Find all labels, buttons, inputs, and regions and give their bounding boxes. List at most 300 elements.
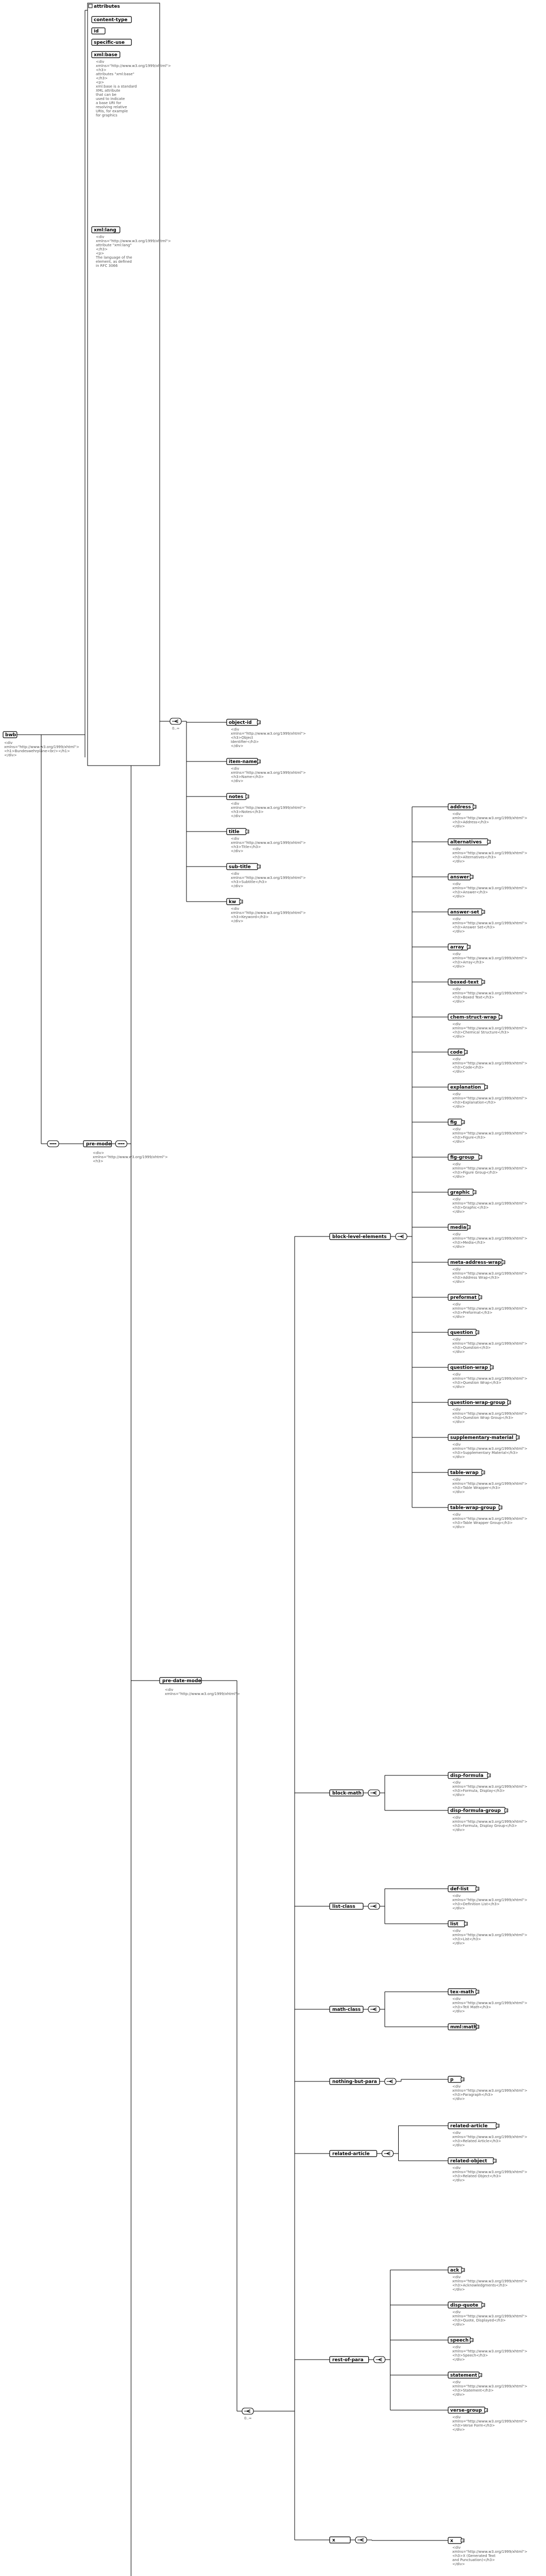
group-block-media-doc-line: <div xyxy=(452,1232,461,1236)
metadata-item-name-doc-line: <h3>Name</h3> xyxy=(231,775,264,779)
metadata-kw-doc-line: <h3>Keyword</h3> xyxy=(231,915,269,919)
main-sequence-glyph xyxy=(53,1143,54,1144)
metadata-kw-doc-line: <div xyxy=(231,907,240,911)
group-block-meta-address-wrap-doc-line: xmlns="http://www.w3.org/1999/xhtml"> xyxy=(452,1272,527,1276)
group-block-fig-group-plus: + xyxy=(479,1155,483,1160)
group-block-table-wrap-doc-line: <h3>Table Wrapper</h3> xyxy=(452,1486,501,1490)
group-block-answer-doc-line: xmlns="http://www.w3.org/1999/xhtml"> xyxy=(452,886,527,890)
group-related-related-object-label: related-object xyxy=(450,2159,487,2164)
group-block-alternatives-doc-line: <h3>Alternatives</h3> xyxy=(452,855,497,859)
metadata-sub-title-doc-line: xmlns="http://www.w3.org/1999/xhtml"> xyxy=(231,876,306,880)
metadata-kw-doc-line: xmlns="http://www.w3.org/1999/xhtml"> xyxy=(231,911,306,915)
group-block-code-doc-line: </div> xyxy=(452,1070,465,1074)
group-x-x-doc-line: xmlns="http://www.w3.org/1999/xhtml"> xyxy=(452,2550,527,2554)
group-block-fig-doc-line: </div> xyxy=(452,1140,465,1144)
group-para-p-doc-line: xmlns="http://www.w3.org/1999/xhtml"> xyxy=(452,2089,527,2093)
group-rest-verse-group-doc-line: <h3>Verse Form</h3> xyxy=(452,2424,495,2428)
group-block-table-wrap-doc-line: xmlns="http://www.w3.org/1999/xhtml"> xyxy=(452,1482,527,1486)
diagram-nodes xyxy=(3,3,527,2576)
group-block-alternatives-doc-line: </div> xyxy=(452,859,465,863)
group-related-related-object-plus: + xyxy=(493,2159,497,2163)
group-block-graphic-doc-line: <h3>Graphic</h3> xyxy=(452,1206,489,1210)
metadata-title-doc-line: </div> xyxy=(231,849,244,853)
group-rest-ack-doc-line: xmlns="http://www.w3.org/1999/xhtml"> xyxy=(452,2279,527,2283)
pre-mode-sequence-glyph xyxy=(121,1143,122,1144)
group-related-related-article-doc-line: <h3>Related Article</h3> xyxy=(452,2139,501,2143)
group-rest-speech-doc-line: </div> xyxy=(452,2358,465,2362)
metadata-object-id-doc-line: xmlns="http://www.w3.org/1999/xhtml"> xyxy=(231,732,306,736)
metadata-title-plus: + xyxy=(246,829,250,834)
group-block-array-doc-line: xmlns="http://www.w3.org/1999/xhtml"> xyxy=(452,956,527,960)
group-rest-speech-doc-line: <h3>Speech</h3> xyxy=(452,2353,488,2358)
metadata-item-name-plus: + xyxy=(258,759,261,764)
group-para-p-doc-line: <h3>Paragraph</h3> xyxy=(452,2093,493,2097)
content-multiplicity: 0..∞ xyxy=(244,2416,252,2420)
group-block-code-doc-line: xmlns="http://www.w3.org/1999/xhtml"> xyxy=(452,1061,527,1065)
group-block-graphic-doc-line: xmlns="http://www.w3.org/1999/xhtml"> xyxy=(452,1201,527,1206)
group-list-def-list-plus: + xyxy=(476,1887,480,1891)
group-mathml-mml-math-plus: + xyxy=(476,2025,480,2029)
group-rest-verse-group-plus: + xyxy=(485,2408,488,2413)
group-block-explanation-doc-line: xmlns="http://www.w3.org/1999/xhtml"> xyxy=(452,1096,527,1100)
group-related-related-article-plus: + xyxy=(497,2124,500,2128)
group-rest-statement-doc-line: <h3>Statement</h3> xyxy=(452,2388,494,2393)
group-block-meta-address-wrap-plus: + xyxy=(502,1260,506,1265)
attr-xml-base-doc-line: <div xyxy=(96,60,105,64)
group-block-answer-doc-line: <h3>Answer</h3> xyxy=(452,890,488,894)
group-mathml-tex-math-doc-line: <div xyxy=(452,1997,461,2001)
group-rest-disp-quote-doc-line: xmlns="http://www.w3.org/1999/xhtml"> xyxy=(452,2314,527,2318)
group-block-preformat-doc-line: <h3>Preformat</h3> xyxy=(452,1311,493,1315)
group-block-address-doc-line: <div xyxy=(452,812,461,816)
group-list-list-plus: + xyxy=(465,1922,468,1926)
group-block-meta-address-wrap-doc-line: </div> xyxy=(452,1280,465,1284)
metadata-object-id-doc-line: Identifier</h3> xyxy=(231,740,259,744)
attr-xml-base-doc-line: for graphics xyxy=(96,113,117,117)
attr-xml-base-doc-line: </h3> xyxy=(96,76,108,80)
metadata-notes-doc-line: xmlns="http://www.w3.org/1999/xhtml"> xyxy=(231,806,306,810)
group-block-graphic-label: graphic xyxy=(450,1190,470,1195)
group-block-address-doc-line: <h3>Address</h3> xyxy=(452,820,489,824)
group-block-preformat-label: preformat xyxy=(450,1295,477,1300)
group-block-question-wrap-plus: + xyxy=(491,1365,494,1370)
group-pre-date-mode-label: pre-date-mode xyxy=(162,1679,201,1684)
attr-xml-lang-doc-line: <p> xyxy=(96,251,105,256)
group-block-question-wrap-doc-line: <div xyxy=(452,1372,461,1377)
group-pre-mode-doc-line: <div> xyxy=(93,1151,105,1155)
attr-xml-base-doc-line: xml:base is a standard xyxy=(96,84,137,89)
group-block-preformat-plus: + xyxy=(479,1295,483,1300)
metadata-sub-title-label: sub-title xyxy=(229,865,251,870)
group-block-question-wrap-doc-line: </div> xyxy=(452,1385,465,1389)
group-rest-ack-label: ack xyxy=(450,2268,459,2273)
group-block-code-doc-line: <div xyxy=(452,1057,461,1061)
attr-xml-lang-doc-line: in RFC 3066 xyxy=(96,264,118,268)
group-block-fig-group-label: fig-group xyxy=(450,1155,474,1160)
attributes-frame xyxy=(88,3,160,766)
group-block-question-label: question xyxy=(450,1330,473,1335)
group-rest-statement-doc-line: xmlns="http://www.w3.org/1999/xhtml"> xyxy=(452,2384,527,2388)
group-rest-label: rest-of-para xyxy=(332,2358,364,2363)
group-rest-disp-quote-plus: + xyxy=(482,2303,486,2308)
metadata-title-label: title xyxy=(229,829,240,835)
group-block-fig-group-doc-line: <h3>Figure Group</h3> xyxy=(452,1171,498,1175)
group-list-def-list-doc-line: xmlns="http://www.w3.org/1999/xhtml"> xyxy=(452,1898,527,1902)
attr-xml-lang-doc-line: element, as defined xyxy=(96,260,132,264)
attr-xml-base-doc-line: that can be xyxy=(96,93,116,97)
group-block-chem-struct-wrap-plus: + xyxy=(500,1015,503,1020)
group-math-disp-formula-label: disp-formula xyxy=(450,1773,484,1778)
group-block-supplementary-material-doc-line: <h3>Supplementary Material</h3> xyxy=(452,1451,518,1455)
group-related-related-article-label: related-article xyxy=(450,2124,488,2129)
attr-xml-lang-doc-line: xmlns="http://www.w3.org/1999/xhtml"> xyxy=(96,239,171,243)
metadata-item-name-label: item-name xyxy=(229,759,257,765)
group-block-fig-group-doc-line: xmlns="http://www.w3.org/1999/xhtml"> xyxy=(452,1166,527,1171)
group-block-answer-label: answer xyxy=(450,875,469,880)
group-block-table-wrap-plus: + xyxy=(482,1470,486,1475)
group-block-chem-struct-wrap-doc-line: <h3>Chemical Structure</h3> xyxy=(452,1030,509,1035)
metadata-title-doc-line: <div xyxy=(231,837,240,841)
metadata-kw-plus: + xyxy=(240,900,244,904)
group-block-graphic-doc-line: </div> xyxy=(452,1210,465,1214)
metadata-object-id-plus: + xyxy=(258,720,261,725)
group-block-fig-plus: + xyxy=(462,1120,466,1125)
group-block-meta-address-wrap-label: meta-address-wrap xyxy=(450,1260,501,1265)
metadata-kw-doc-line: </div> xyxy=(231,919,244,923)
group-related-related-article-doc-line: xmlns="http://www.w3.org/1999/xhtml"> xyxy=(452,2135,527,2139)
attr-xml-base-doc-line: a base URI for xyxy=(96,101,122,105)
metadata-sub-title-doc-line: </div> xyxy=(231,884,244,888)
attr-specific-use-label: specific-use xyxy=(94,40,125,45)
group-block-answer-plus: + xyxy=(471,875,474,879)
group-mathml-tex-math-doc-line: <h3>TeX Math</h3> xyxy=(452,2005,491,2009)
group-mathml-label: math-class xyxy=(332,2007,361,2012)
group-rest-verse-group-doc-line: </div> xyxy=(452,2428,465,2432)
group-block-code-plus: + xyxy=(465,1050,468,1055)
metadata-object-id-doc-line: <h3>Object xyxy=(231,736,253,740)
group-rest-statement-doc-line: </div> xyxy=(452,2393,465,2397)
group-rest-statement-plus: + xyxy=(479,2373,483,2378)
group-block-question-doc-line: <h3>Question</h3> xyxy=(452,1346,491,1350)
attr-xml-lang-doc-line: <div xyxy=(96,235,105,239)
group-x-x-doc-line: <h3>X (Generated Text xyxy=(452,2554,496,2558)
group-x-label: x xyxy=(332,2538,335,2543)
group-block-table-wrap-group-doc-line: </div> xyxy=(452,1525,465,1529)
attr-xml-lang-doc-line: attribute "xml:lang" xyxy=(96,243,132,247)
group-block-question-wrap-group-doc-line: xmlns="http://www.w3.org/1999/xhtml"> xyxy=(452,1412,527,1416)
group-rest-ack-plus: + xyxy=(462,2268,466,2273)
metadata-notes-label: notes xyxy=(229,794,244,800)
attr-xml-base-doc-line: attributes "xml:base" xyxy=(96,72,134,76)
group-block-question-wrap-doc-line: <h3>Question Wrap</h3> xyxy=(452,1381,502,1385)
group-math-disp-formula-doc-line: </div> xyxy=(452,1793,465,1797)
group-block-code-doc-line: <h3>Code</h3> xyxy=(452,1065,484,1070)
attr-xml-base-doc-line: XML attribute xyxy=(96,89,121,93)
group-block-fig-group-doc-line: </div> xyxy=(452,1175,465,1179)
group-block-graphic-doc-line: <div xyxy=(452,1197,461,1201)
metadata-notes-doc-line: <h3>Notes</h3> xyxy=(231,810,264,814)
group-block-question-doc-line: <div xyxy=(452,1337,461,1342)
attr-xml-base-doc-line: URIs, for example xyxy=(96,109,128,113)
group-rest-speech-doc-line: <div xyxy=(452,2345,461,2349)
group-block-table-wrap-group-plus: + xyxy=(500,1505,503,1510)
metadata-item-name-doc-line: <div xyxy=(231,767,240,771)
metadata-object-id-doc-line: </div> xyxy=(231,744,244,748)
metadata-title-doc-line: <h3>Title</h3> xyxy=(231,845,261,849)
group-math-disp-formula-group-plus: + xyxy=(505,1808,509,1813)
group-block-question-wrap-doc-line: xmlns="http://www.w3.org/1999/xhtml"> xyxy=(452,1377,527,1381)
group-pre-mode-doc-line: <h3> xyxy=(93,1159,104,1163)
main-sequence-glyph xyxy=(50,1143,52,1144)
group-math-disp-formula-group-doc-line: xmlns="http://www.w3.org/1999/xhtml"> xyxy=(452,1820,527,1824)
metadata-notes-plus: + xyxy=(246,794,250,799)
group-block-answer-set-plus: + xyxy=(482,910,486,914)
group-block-media-doc-line: xmlns="http://www.w3.org/1999/xhtml"> xyxy=(452,1236,527,1241)
group-mathml-tex-math-doc-line: </div> xyxy=(452,2009,465,2013)
group-rest-statement-label: statement xyxy=(450,2373,477,2378)
group-math-disp-formula-doc-line: xmlns="http://www.w3.org/1999/xhtml"> xyxy=(452,1785,527,1789)
metadata-item-name-doc-line: xmlns="http://www.w3.org/1999/xhtml"> xyxy=(231,771,306,775)
group-mathml-mml-math-label: mml:math xyxy=(450,2025,477,2030)
group-block-answer-doc-line: </div> xyxy=(452,894,465,899)
group-x-x-doc-line: <div xyxy=(452,2546,461,2550)
group-block-fig-doc-line: <div xyxy=(452,1127,461,1131)
group-block-address-plus: + xyxy=(473,805,477,809)
group-block-boxed-text-doc-line: <div xyxy=(452,987,461,991)
group-math-disp-formula-doc-line: <div xyxy=(452,1781,461,1785)
root-element-doc-line: xmlns="http://www.w3.org/1999/xhtml"> xyxy=(4,745,79,749)
group-para-p-doc-line: </div> xyxy=(452,2097,465,2101)
metadata-sub-title-doc-line: <div xyxy=(231,872,240,876)
group-x-x-plus: + xyxy=(462,2538,465,2543)
metadata-object-id-doc-line: <div xyxy=(231,727,240,732)
group-block-explanation-doc-line: <div xyxy=(452,1092,461,1096)
group-block-answer-set-label: answer-set xyxy=(450,910,480,915)
group-block-answer-set-doc-line: <div xyxy=(452,917,461,921)
group-block-alternatives-plus: + xyxy=(488,840,491,844)
group-rest-disp-quote-doc-line: </div> xyxy=(452,2323,465,2327)
pre-mode-sequence-glyph xyxy=(118,1143,120,1144)
group-math-disp-formula-group-label: disp-formula-group xyxy=(450,1808,501,1814)
group-block-question-wrap-label: question-wrap xyxy=(450,1365,488,1370)
attr-content-type-label: content-type xyxy=(94,18,128,23)
group-related-related-object-doc-line: <div xyxy=(452,2166,461,2170)
attr-xml-base-doc-line: xmlns="http://www.w3.org/1999/xhtml"> xyxy=(96,64,171,68)
group-block-question-wrap-group-doc-line: <h3>Question Wrap Group</h3> xyxy=(452,1416,514,1420)
group-block-question-wrap-group-label: question-wrap-group xyxy=(450,1400,505,1405)
group-block-label: block-level-elements xyxy=(332,1234,387,1240)
group-block-explanation-doc-line: </div> xyxy=(452,1105,465,1109)
group-rest-ack-doc-line: <h3>Acknowledgments</h3> xyxy=(452,2283,508,2287)
group-mathml-tex-math-doc-line: xmlns="http://www.w3.org/1999/xhtml"> xyxy=(452,2001,527,2005)
group-block-table-wrap-group-doc-line: xmlns="http://www.w3.org/1999/xhtml"> xyxy=(452,1517,527,1521)
group-block-code-label: code xyxy=(450,1050,463,1055)
group-list-def-list-doc-line: <h3>Definition List</h3> xyxy=(452,1902,500,1906)
group-block-media-doc-line: </div> xyxy=(452,1245,465,1249)
group-block-question-plus: + xyxy=(476,1330,480,1335)
metadata-object-id-label: object-id xyxy=(229,720,252,725)
group-rest-ack-doc-line: </div> xyxy=(452,2287,465,2292)
group-block-supplementary-material-doc-line: <div xyxy=(452,1443,461,1447)
group-list-list-doc-line: <h3>List</h3> xyxy=(452,1937,481,1941)
group-rest-verse-group-doc-line: xmlns="http://www.w3.org/1999/xhtml"> xyxy=(452,2419,527,2424)
group-block-address-label: address xyxy=(450,805,471,810)
group-block-meta-address-wrap-doc-line: <div xyxy=(452,1267,461,1272)
group-block-answer-set-doc-line: xmlns="http://www.w3.org/1999/xhtml"> xyxy=(452,921,527,925)
group-x-x-doc-line: </div> xyxy=(452,2562,465,2566)
group-block-question-wrap-group-plus: + xyxy=(508,1400,511,1405)
group-block-preformat-doc-line: xmlns="http://www.w3.org/1999/xhtml"> xyxy=(452,1307,527,1311)
metadata-notes-doc-line: <div xyxy=(231,802,240,806)
group-math-disp-formula-group-doc-line: <div xyxy=(452,1816,461,1820)
group-related-related-object-doc-line: </div> xyxy=(452,2178,465,2182)
group-block-array-doc-line: <div xyxy=(452,952,461,956)
group-block-explanation-label: explanation xyxy=(450,1085,481,1090)
group-x-x-doc-line: and Punctuation)</h3> xyxy=(452,2558,495,2562)
group-block-media-plus: + xyxy=(468,1225,471,1230)
group-related-related-article-doc-line: <div xyxy=(452,2131,461,2135)
group-list-list-label: list xyxy=(450,1922,458,1927)
connector-lines xyxy=(17,10,448,2576)
main-sequence-glyph xyxy=(55,1143,56,1144)
group-block-chem-struct-wrap-label: chem-struct-wrap xyxy=(450,1015,497,1020)
group-block-question-wrap-group-doc-line: <div xyxy=(452,1408,461,1412)
group-block-alternatives-doc-line: <div xyxy=(452,847,461,851)
group-list-list-doc-line: <div xyxy=(452,1929,461,1933)
group-block-supplementary-material-plus: + xyxy=(517,1435,520,1440)
pre-mode-sequence-glyph xyxy=(123,1143,124,1144)
root-element-doc-line: <h1>Bundeswehrpläne<br/></h1> xyxy=(4,749,70,753)
group-rest-disp-quote-doc-line: <h3>Quote, Displayed</h3> xyxy=(452,2318,506,2323)
group-list-def-list-label: def-list xyxy=(450,1887,469,1892)
metadata-item-name-doc-line: </div> xyxy=(231,779,244,783)
group-block-boxed-text-doc-line: <h3>Boxed Text</h3> xyxy=(452,995,494,999)
group-block-question-doc-line: xmlns="http://www.w3.org/1999/xhtml"> xyxy=(452,1342,527,1346)
group-x-x-label: x xyxy=(450,2538,453,2544)
group-para-label: nothing-but-para xyxy=(332,2079,377,2084)
group-list-list-doc-line: xmlns="http://www.w3.org/1999/xhtml"> xyxy=(452,1933,527,1937)
group-block-fig-group-doc-line: <div xyxy=(452,1162,461,1166)
group-block-supplementary-material-doc-line: </div> xyxy=(452,1455,465,1459)
attr-xml-base-doc-line: resolving relative xyxy=(96,105,127,109)
group-block-answer-doc-line: <div xyxy=(452,882,461,886)
attr-xml-base-label: xml:base xyxy=(94,53,117,58)
group-block-table-wrap-group-label: table-wrap-group xyxy=(450,1505,496,1511)
group-block-boxed-text-label: boxed-text xyxy=(450,980,479,985)
attr-xml-lang-label: xml:lang xyxy=(94,228,116,233)
group-block-question-wrap-group-doc-line: </div> xyxy=(452,1420,465,1424)
group-block-alternatives-doc-line: xmlns="http://www.w3.org/1999/xhtml"> xyxy=(452,851,527,855)
group-block-explanation-doc-line: <h3>Explanation</h3> xyxy=(452,1100,496,1105)
group-pre-mode-label: pre-mode xyxy=(86,1142,111,1147)
group-block-table-wrap-label: table-wrap xyxy=(450,1470,479,1476)
group-rest-statement-doc-line: <div xyxy=(452,2380,461,2384)
group-related-related-object-doc-line: <h3>Related Object</h3> xyxy=(452,2174,502,2178)
group-block-preformat-doc-line: <div xyxy=(452,1302,461,1307)
attr-xml-lang-doc-line: </h3> xyxy=(96,247,108,251)
group-rest-ack-doc-line: <div xyxy=(452,2275,461,2279)
group-block-address-doc-line: </div> xyxy=(452,824,465,828)
group-block-array-doc-line: </div> xyxy=(452,964,465,969)
group-related-related-object-doc-line: xmlns="http://www.w3.org/1999/xhtml"> xyxy=(452,2170,527,2174)
group-mathml-tex-math-plus: + xyxy=(476,1990,480,1994)
group-rest-disp-quote-label: disp-quote xyxy=(450,2303,479,2308)
group-block-array-plus: + xyxy=(468,945,471,950)
group-rest-verse-group-label: verse-group xyxy=(450,2408,482,2413)
group-block-media-doc-line: <h3>Media</h3> xyxy=(452,1241,486,1245)
group-block-fig-label: fig xyxy=(450,1120,457,1125)
attributes-collapse-icon xyxy=(89,4,92,8)
attr-xml-base-doc-line: used to indicate xyxy=(96,97,125,101)
group-block-meta-address-wrap-doc-line: <h3>Address Wrap</h3> xyxy=(452,1276,500,1280)
group-math-disp-formula-doc-line: <h3>Formula, Display</h3> xyxy=(452,1789,505,1793)
root-element-bwb-label: bwb xyxy=(5,733,16,738)
group-pre-mode-doc-line: xmlns="http://www.w3.org/1999/xhtml"> xyxy=(93,1155,168,1159)
group-math-disp-formula-group-doc-line: <h3>Formula, Display Group</h3> xyxy=(452,1824,517,1828)
group-rest-speech-plus: + xyxy=(471,2338,474,2343)
group-block-array-label: array xyxy=(450,945,464,950)
metadata-multiplicity: 0..∞ xyxy=(172,726,180,731)
group-block-supplementary-material-label: supplementary-material xyxy=(450,1435,514,1440)
group-block-media-label: media xyxy=(450,1225,467,1230)
group-block-table-wrap-doc-line: </div> xyxy=(452,1490,465,1494)
attr-xml-base-doc-line: <h3> xyxy=(96,68,107,72)
attr-id-label: id xyxy=(94,29,99,34)
group-block-table-wrap-doc-line: <div xyxy=(452,1478,461,1482)
group-related-related-article-doc-line: </div> xyxy=(452,2143,465,2147)
group-rest-speech-doc-line: xmlns="http://www.w3.org/1999/xhtml"> xyxy=(452,2349,527,2353)
group-block-boxed-text-plus: + xyxy=(482,980,486,985)
group-math-disp-formula-plus: + xyxy=(488,1773,491,1778)
group-block-alternatives-label: alternatives xyxy=(450,840,482,845)
group-para-p-label: p xyxy=(450,2077,454,2082)
group-list-def-list-doc-line: <div xyxy=(452,1894,461,1898)
group-block-chem-struct-wrap-doc-line: xmlns="http://www.w3.org/1999/xhtml"> xyxy=(452,1026,527,1030)
attributes-title: attributes xyxy=(94,4,120,9)
group-rest-disp-quote-doc-line: <div xyxy=(452,2310,461,2314)
group-block-array-doc-line: <h3>Array</h3> xyxy=(452,960,485,964)
attr-xml-lang-doc-line: The language of the xyxy=(96,256,132,260)
group-block-explanation-plus: + xyxy=(485,1085,488,1090)
group-block-answer-set-doc-line: </div> xyxy=(452,929,465,934)
root-element-doc-line: <div xyxy=(4,741,13,745)
metadata-kw-label: kw xyxy=(229,900,236,905)
group-math-disp-formula-group-doc-line: </div> xyxy=(452,1828,465,1832)
group-list-list-doc-line: </div> xyxy=(452,1941,465,1945)
group-block-question-doc-line: </div> xyxy=(452,1350,465,1354)
group-block-boxed-text-doc-line: </div> xyxy=(452,999,465,1004)
group-pre-date-mode-doc-line: <div xyxy=(165,1688,174,1692)
group-rest-speech-label: speech xyxy=(450,2338,469,2343)
group-list-def-list-doc-line: </div> xyxy=(452,1906,465,1910)
group-rest-verse-group-doc-line: <div xyxy=(452,2415,461,2419)
group-block-table-wrap-group-doc-line: <div xyxy=(452,1513,461,1517)
group-block-supplementary-material-doc-line: xmlns="http://www.w3.org/1999/xhtml"> xyxy=(452,1447,527,1451)
group-block-fig-doc-line: <h3>Figure</h3> xyxy=(452,1136,486,1140)
group-block-table-wrap-group-doc-line: <h3>Table Wrapper Group</h3> xyxy=(452,1521,513,1525)
metadata-notes-doc-line: </div> xyxy=(231,814,244,818)
group-block-chem-struct-wrap-doc-line: </div> xyxy=(452,1035,465,1039)
group-related-label: related-article xyxy=(332,2151,370,2157)
group-block-address-doc-line: xmlns="http://www.w3.org/1999/xhtml"> xyxy=(452,816,527,820)
group-block-chem-struct-wrap-doc-line: <div xyxy=(452,1022,461,1026)
attr-xml-base-doc-line: <p> xyxy=(96,80,105,84)
group-block-answer-set-doc-line: <h3>Answer Set</h3> xyxy=(452,925,496,929)
metadata-sub-title-doc-line: <h3>Subtitle</h3> xyxy=(231,880,267,884)
group-list-label: list-class xyxy=(332,1904,355,1909)
group-math-label: block-math xyxy=(332,1791,362,1796)
metadata-title-doc-line: xmlns="http://www.w3.org/1999/xhtml"> xyxy=(231,841,306,845)
